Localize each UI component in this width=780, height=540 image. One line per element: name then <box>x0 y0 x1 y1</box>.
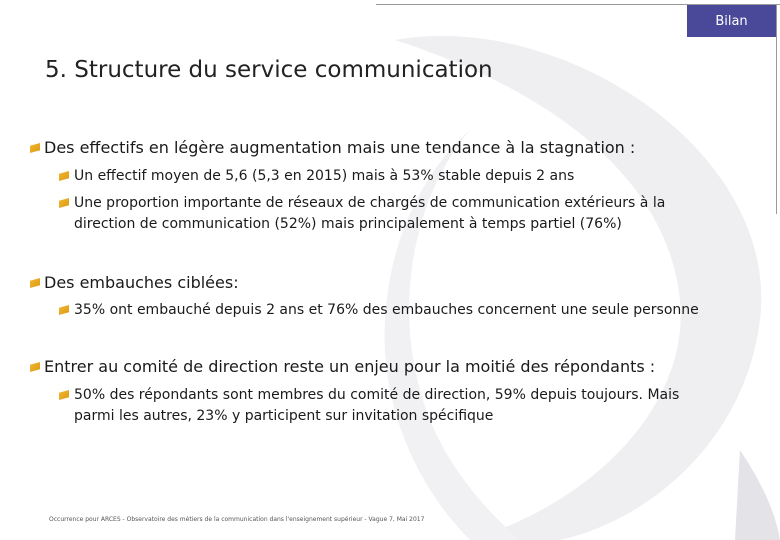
watermark-corner <box>735 450 780 540</box>
list-item-text: 50% des répondants sont membres du comité de direction, 59% depuis toujours. Mais parmi les autres, 23% y participent sur invitation spécifique <box>74 387 680 424</box>
list-item <box>59 166 709 187</box>
section-heading-text: Entrer au comité de direction reste un enjeu pour la moitié des répondants : <box>44 357 656 376</box>
section-badge: Bilan <box>687 5 776 37</box>
footer-note: Occurrence pour ARCES - Observatoire des métiers de la communication dans l'enseignement supérieur - Vague 7, Mai 2017 <box>49 516 425 523</box>
list-item-text: Un effectif moyen de 5,6 (5,3 en 2015) mais à 53% stable depuis 2 ans <box>74 168 575 184</box>
section-heading-text: Des embauches ciblées: <box>44 273 239 292</box>
list-item-text: Une proportion importante de réseaux de chargés de communication extérieurs à la direction de communication (52%) mais principalement à temps partiel (76%) <box>74 195 666 232</box>
list-item <box>59 385 719 427</box>
watermark-swoosh-inner <box>385 130 520 540</box>
list-item <box>59 300 759 321</box>
section-heading-effectifs <box>30 137 670 158</box>
list-item <box>59 193 709 235</box>
section-heading-embauches <box>30 272 670 293</box>
page-title: 5. Structure du service communication <box>45 57 493 83</box>
section-heading-text: Des effectifs en légère augmentation mais une tendance à la stagnation : <box>44 138 636 157</box>
section-heading-comite <box>30 356 730 377</box>
list-item-text: 35% ont embauché depuis 2 ans et 76% des embauches concernent une seule personne <box>74 302 699 318</box>
